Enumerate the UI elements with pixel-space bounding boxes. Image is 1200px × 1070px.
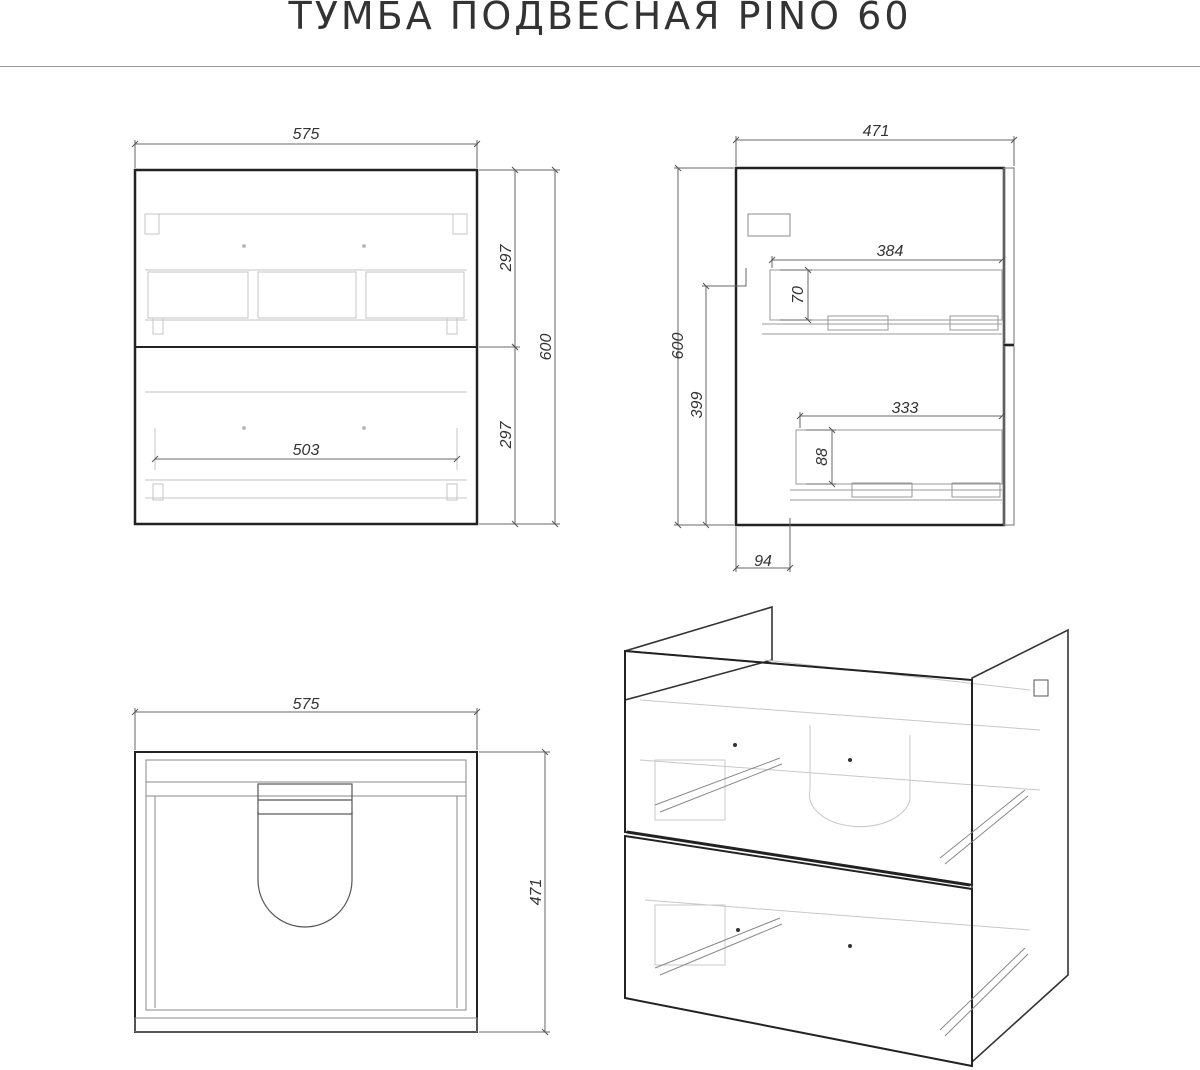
side-pipe-height-dimension xyxy=(702,268,746,525)
top-body-outline xyxy=(135,752,477,1032)
front-drawer-top-label: 297 xyxy=(498,244,515,272)
side-pipe-height-label: 399 xyxy=(689,391,706,419)
top-inner-frame xyxy=(146,760,466,1010)
side-upper-drawer-depth-label: 384 xyxy=(876,243,904,260)
iso-hanger-bracket xyxy=(1034,680,1048,696)
top-width-label: 575 xyxy=(292,696,320,713)
side-depth-dimension xyxy=(736,136,1014,166)
iso-front-facades xyxy=(625,651,972,1066)
isometric-view xyxy=(625,607,1068,1066)
side-depth-label: 471 xyxy=(862,123,890,140)
side-height-label: 600 xyxy=(670,332,687,360)
page-title: ТУМБА ПОДВЕСНАЯ PINO 60 xyxy=(288,0,912,38)
front-width-dimension xyxy=(135,140,477,168)
front-upper-internals xyxy=(145,214,467,334)
top-basin-cutout xyxy=(258,784,352,927)
top-front-facade xyxy=(135,1018,477,1032)
side-pipe-offset-label: 94 xyxy=(754,553,772,570)
iso-interior xyxy=(640,660,1040,965)
side-body-outline xyxy=(736,168,1004,525)
side-lower-facade xyxy=(1004,346,1014,525)
iso-carcass xyxy=(625,607,1068,1062)
side-view xyxy=(670,123,1014,572)
top-depth-label: 471 xyxy=(528,878,545,906)
side-lower-drawer-depth-label: 333 xyxy=(891,400,919,417)
side-hanger-bracket xyxy=(748,214,790,236)
top-width-dimension xyxy=(135,708,477,750)
side-upper-drawer-height-label: 70 xyxy=(790,286,807,304)
top-view xyxy=(135,696,550,1032)
front-height-label: 600 xyxy=(538,333,555,361)
front-width-label: 575 xyxy=(292,126,320,143)
front-inner-width-label: 503 xyxy=(292,442,320,459)
front-view xyxy=(135,126,560,524)
side-lower-drawer-height-label: 88 xyxy=(814,448,831,466)
side-upper-facade xyxy=(1004,168,1014,344)
front-drawer-bottom-label: 297 xyxy=(498,421,515,449)
